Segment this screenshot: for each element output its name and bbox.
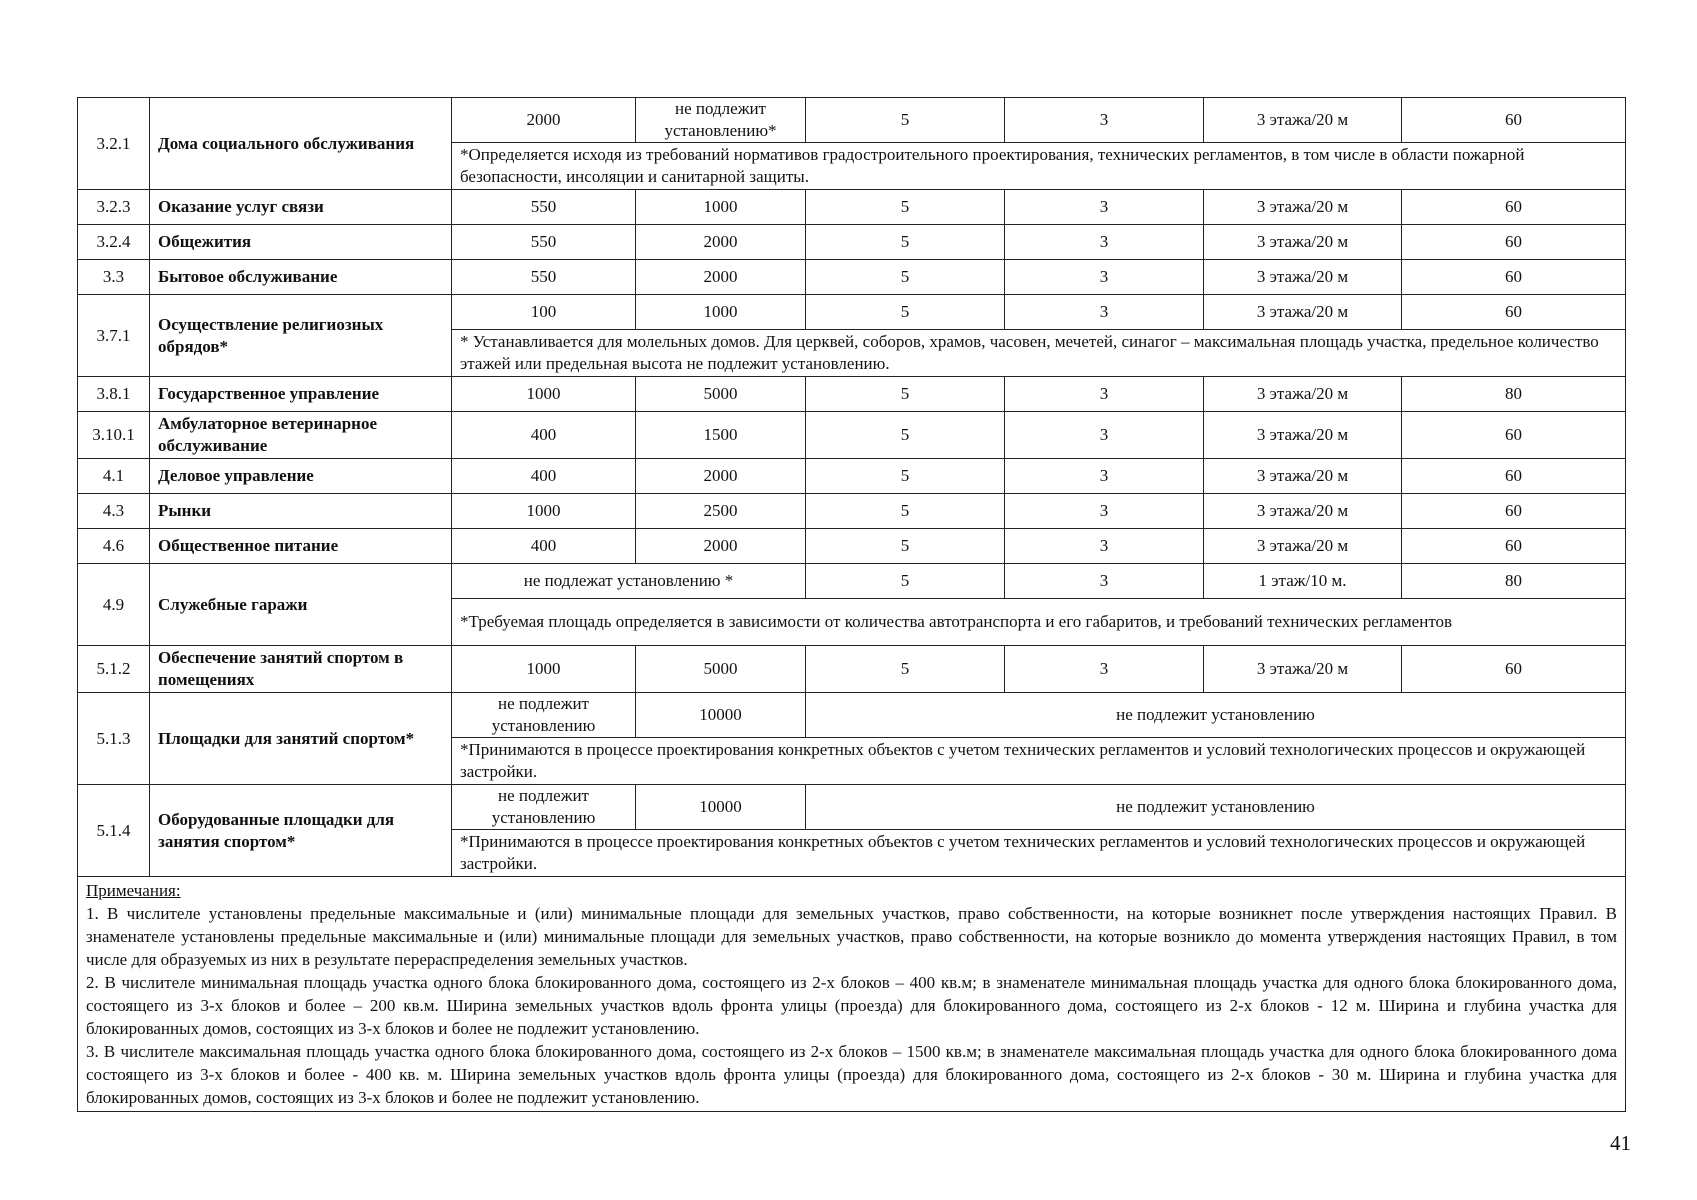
row-name: Государственное управление <box>150 377 452 412</box>
row-name: Общежития <box>150 225 452 260</box>
row-code: 4.1 <box>78 459 150 494</box>
max-area-value: 2000 <box>636 529 806 564</box>
row-note: *Требуемая площадь определяется в зависимости от количества автотранспорта и его габаритов, и требований технических регламентов <box>452 599 1626 646</box>
min-area-value: 100 <box>452 295 636 330</box>
other-params-value: не подлежит установлению <box>806 785 1626 830</box>
indent-value: 5 <box>806 225 1005 260</box>
indent-value: 3 <box>1005 190 1204 225</box>
table-row <box>78 693 1626 738</box>
indent-value: 3 <box>1005 459 1204 494</box>
height-value: 1 этаж/10 м. <box>1204 564 1402 599</box>
regulations-table <box>77 97 1626 1112</box>
coverage-value: 60 <box>1402 459 1626 494</box>
row-code: 4.9 <box>78 564 150 646</box>
row-code: 5.1.3 <box>78 693 150 785</box>
other-params-value: не подлежит установлению <box>806 693 1626 738</box>
max-area-value: 1500 <box>636 412 806 459</box>
min-area-value: 550 <box>452 225 636 260</box>
indent-value: 3 <box>1005 494 1204 529</box>
min-area-value: 1000 <box>452 377 636 412</box>
row-code: 3.10.1 <box>78 412 150 459</box>
row-code: 4.3 <box>78 494 150 529</box>
max-area-value: 1000 <box>636 295 806 330</box>
remark-3: 3. В числителе максимальная площадь участка одного блока блокированного дома, состоящего из 2-х блоков – 1500 кв.м; в знаменателе максимальная площадь участка для одного блока блокированного дома состоящего из 3-х блоков и более - 400 кв. м. Ширина земельных участков вдоль фронта улицы (проезда) для блокированного дома, состоящего из 2-х блоков - 30 м. Ширина и глубина участка для блокированных домов, состоящих из 3-х блоков и более не подлежит установлению. <box>86 1042 1617 1107</box>
row-name: Амбулаторное ветеринарное обслуживание <box>150 412 452 459</box>
coverage-value: 60 <box>1402 494 1626 529</box>
coverage-value: 60 <box>1402 260 1626 295</box>
indent-value: 3 <box>1005 564 1204 599</box>
height-value: 3 этажа/20 м <box>1204 190 1402 225</box>
row-code: 3.8.1 <box>78 377 150 412</box>
max-area-value: 5000 <box>636 377 806 412</box>
table-row <box>78 459 1626 494</box>
row-code: 3.2.4 <box>78 225 150 260</box>
max-area-value: 2000 <box>636 260 806 295</box>
height-value: 3 этажа/20 м <box>1204 412 1402 459</box>
coverage-value: 60 <box>1402 98 1626 143</box>
indent-value: 3 <box>1005 98 1204 143</box>
indent-value: 5 <box>806 190 1005 225</box>
coverage-value: 80 <box>1402 377 1626 412</box>
max-area-value: 10000 <box>636 693 806 738</box>
plot-area-value: не подлежат установлению * <box>452 564 806 599</box>
row-name: Обеспечение занятий спортом в помещениях <box>150 646 452 693</box>
indent-value: 3 <box>1005 295 1204 330</box>
max-area-value: 10000 <box>636 785 806 830</box>
min-area-value: 2000 <box>452 98 636 143</box>
indent-value: 5 <box>806 98 1005 143</box>
table-row <box>78 529 1626 564</box>
row-code: 3.2.3 <box>78 190 150 225</box>
max-area-value: не подлежит установлению* <box>636 98 806 143</box>
indent-value: 5 <box>806 295 1005 330</box>
min-area-value: не подлежит установлению <box>452 785 636 830</box>
height-value: 3 этажа/20 м <box>1204 494 1402 529</box>
remarks-row <box>78 877 1626 1112</box>
row-name: Оказание услуг связи <box>150 190 452 225</box>
remark-2: 2. В числителе минимальная площадь участка одного блока блокированного дома, состоящего из 2-х блоков – 400 кв.м; в знаменателе минимальная площадь участка для одного блока блокированного дома, состоящего из 3-х блоков и более – 200 кв.м. Ширина земельных участков вдоль фронта улицы (проезда) для блокированного дома, состоящего из 2-х блоков - 12 м. Ширина и глубина участка для блокированных домов, состоящих из 3-х блоков и более не подлежит установлению. <box>86 973 1617 1038</box>
table-body <box>78 98 1626 877</box>
indent-value: 3 <box>1005 646 1204 693</box>
table-row <box>78 295 1626 330</box>
indent-value: 5 <box>806 412 1005 459</box>
table-row <box>78 190 1626 225</box>
max-area-value: 2000 <box>636 459 806 494</box>
coverage-value: 80 <box>1402 564 1626 599</box>
indent-value: 5 <box>806 459 1005 494</box>
table-row <box>78 564 1626 599</box>
row-code: 5.1.2 <box>78 646 150 693</box>
row-note: *Принимаются в процессе проектирования конкретных объектов с учетом технических регламентов и условий технологических процессов и окружающей застройки. <box>452 738 1626 785</box>
max-area-value: 5000 <box>636 646 806 693</box>
indent-value: 5 <box>806 529 1005 564</box>
min-area-value: 400 <box>452 529 636 564</box>
indent-value: 5 <box>806 260 1005 295</box>
coverage-value: 60 <box>1402 646 1626 693</box>
indent-value: 3 <box>1005 260 1204 295</box>
coverage-value: 60 <box>1402 295 1626 330</box>
table-row <box>78 785 1626 830</box>
max-area-value: 1000 <box>636 190 806 225</box>
row-name: Деловое управление <box>150 459 452 494</box>
row-name: Общественное питание <box>150 529 452 564</box>
row-code: 3.2.1 <box>78 98 150 190</box>
row-name: Дома социального обслуживания <box>150 98 452 190</box>
coverage-value: 60 <box>1402 529 1626 564</box>
indent-value: 3 <box>1005 412 1204 459</box>
remarks-title: Примечания: <box>86 881 181 900</box>
table-row <box>78 646 1626 693</box>
row-code: 3.3 <box>78 260 150 295</box>
indent-value: 5 <box>806 377 1005 412</box>
height-value: 3 этажа/20 м <box>1204 260 1402 295</box>
height-value: 3 этажа/20 м <box>1204 225 1402 260</box>
page-number: 41 <box>1610 1131 1631 1155</box>
min-area-value: не подлежит установлению <box>452 693 636 738</box>
remarks-cell <box>78 877 1626 1112</box>
max-area-value: 2000 <box>636 225 806 260</box>
row-note: *Определяется исходя из требований нормативов градостроительного проектирования, технических регламентов, в том числе в области пожарной безопасности, инсоляции и санитарной защиты. <box>452 143 1626 190</box>
row-name: Площадки для занятий спортом* <box>150 693 452 785</box>
indent-value: 5 <box>806 564 1005 599</box>
coverage-value: 60 <box>1402 225 1626 260</box>
row-code: 5.1.4 <box>78 785 150 877</box>
indent-value: 3 <box>1005 529 1204 564</box>
row-name: Служебные гаражи <box>150 564 452 646</box>
max-area-value: 2500 <box>636 494 806 529</box>
row-name: Оборудованные площадки для занятия спортом* <box>150 785 452 877</box>
table-row <box>78 260 1626 295</box>
row-name: Осуществление религиозных обрядов* <box>150 295 452 377</box>
row-code: 3.7.1 <box>78 295 150 377</box>
indent-value: 5 <box>806 646 1005 693</box>
min-area-value: 400 <box>452 412 636 459</box>
height-value: 3 этажа/20 м <box>1204 529 1402 564</box>
min-area-value: 1000 <box>452 494 636 529</box>
remark-1: 1. В числителе установлены предельные максимальные и (или) минимальные площади для земельных участков, право собственности, на которые возникнет после утверждения настоящих Правил. В знаменателе установлены предельные максимальные и (или) минимальные площади для земельных участков, право собственности, на которые возникло до момента утверждения настоящих Правил, в том числе для образуемых из них в результате перераспределения земельных участков. <box>86 904 1617 969</box>
table-row <box>78 494 1626 529</box>
table-row <box>78 412 1626 459</box>
row-code: 4.6 <box>78 529 150 564</box>
height-value: 3 этажа/20 м <box>1204 459 1402 494</box>
coverage-value: 60 <box>1402 190 1626 225</box>
min-area-value: 550 <box>452 190 636 225</box>
indent-value: 3 <box>1005 225 1204 260</box>
height-value: 3 этажа/20 м <box>1204 377 1402 412</box>
row-name: Бытовое обслуживание <box>150 260 452 295</box>
row-name: Рынки <box>150 494 452 529</box>
height-value: 3 этажа/20 м <box>1204 98 1402 143</box>
height-value: 3 этажа/20 м <box>1204 295 1402 330</box>
table-row <box>78 98 1626 143</box>
min-area-value: 550 <box>452 260 636 295</box>
row-note: *Принимаются в процессе проектирования конкретных объектов с учетом технических регламентов и условий технологических процессов и окружающей застройки. <box>452 830 1626 877</box>
row-note: * Устанавливается для молельных домов. Для церквей, соборов, храмов, часовен, мечетей, синагог – максимальная площадь участка, предельное количество этажей или предельная высота не подлежит установлению. <box>452 330 1626 377</box>
min-area-value: 1000 <box>452 646 636 693</box>
indent-value: 5 <box>806 494 1005 529</box>
height-value: 3 этажа/20 м <box>1204 646 1402 693</box>
indent-value: 3 <box>1005 377 1204 412</box>
table-row <box>78 377 1626 412</box>
min-area-value: 400 <box>452 459 636 494</box>
table-row <box>78 225 1626 260</box>
coverage-value: 60 <box>1402 412 1626 459</box>
